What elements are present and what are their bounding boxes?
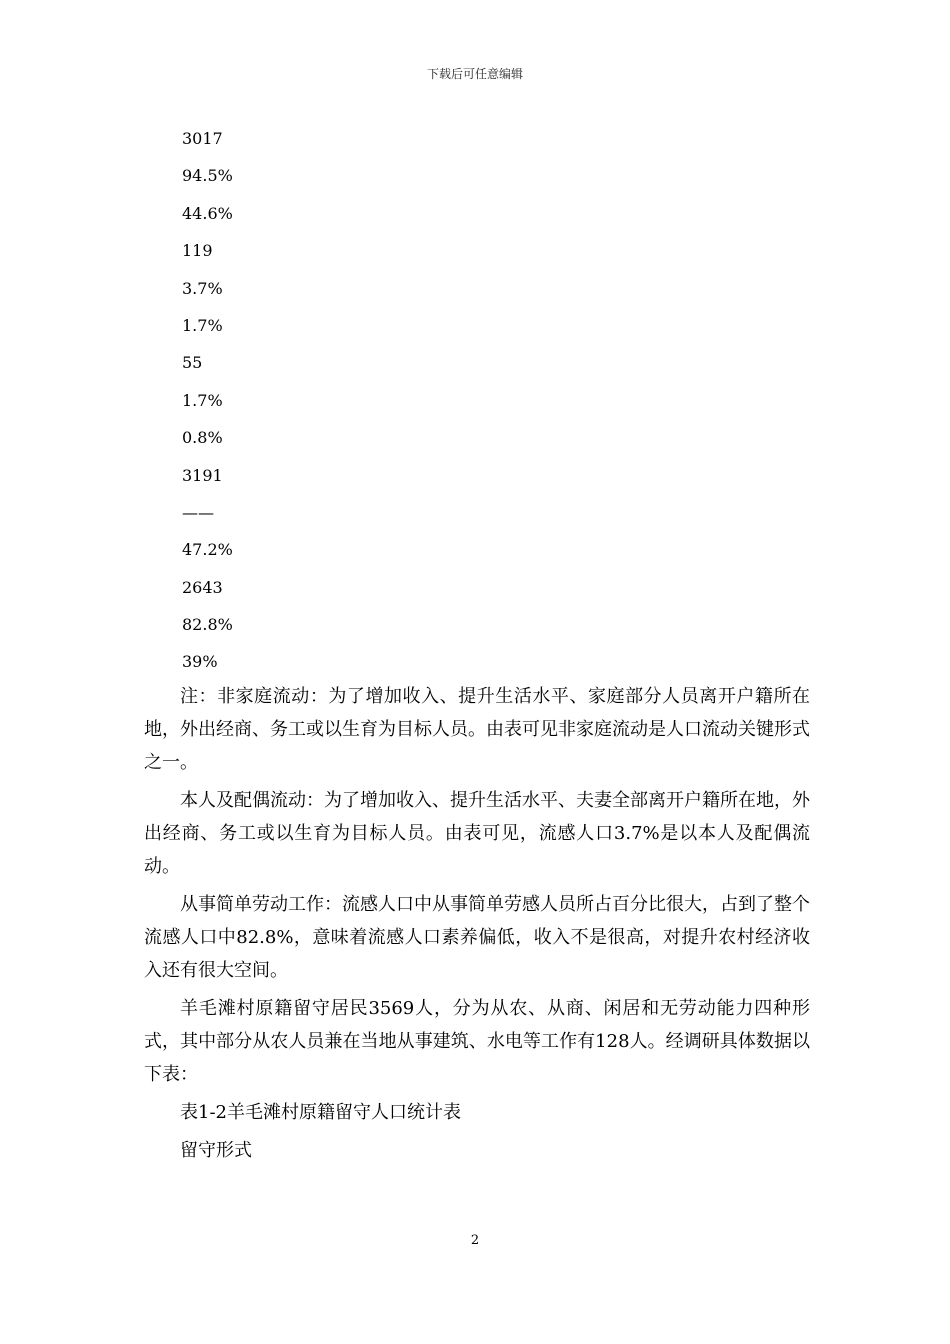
table-value: 94.5% [182, 166, 233, 186]
page-header: 下载后可任意编辑 [426, 67, 523, 81]
table-value: 1.7% [182, 390, 223, 410]
table-value: 55 [182, 353, 203, 373]
table-value: 39% [182, 652, 218, 672]
note-paragraph: 注：非家庭流动：为了增加收入、提升生活水平、家庭部分人员离开户籍所在地，外出经商、务工或以生育为目标人员。由表可见非家庭流动是人口流动关键形式之一。 [144, 686, 810, 773]
table-value: 47.2% [182, 540, 233, 560]
table-values-list [182, 128, 233, 689]
table-value: 82.8% [182, 615, 233, 635]
resident-paragraph: 羊毛滩村原籍留守居民3569人，分为从农、从商、闲居和无劳动能力四种形式，其中部分从农人员兼在当地从事建筑、水电等工作有128人。经调研具体数据以下表： [144, 998, 810, 1085]
table-header-cell: 留守形式 [180, 1140, 252, 1161]
table-value: 0.8% [182, 428, 223, 448]
table-value: 1.7% [182, 315, 223, 335]
table-value: 3.7% [182, 278, 223, 298]
table-value: 2643 [182, 577, 223, 597]
table-value: 44.6% [182, 203, 233, 223]
spouse-flow-paragraph: 本人及配偶流动：为了增加收入、提升生活水平、夫妻全部离开户籍所在地，外出经商、务工或以生育为目标人员。由表可见，流感人口3.7%是以本人及配偶流动。 [144, 790, 810, 877]
body-text [144, 680, 810, 1172]
table-value: —— [182, 502, 214, 522]
table-caption: 表1-2羊毛滩村原籍留守人口统计表 [180, 1102, 461, 1123]
table-value: 119 [182, 241, 213, 261]
table-value: 3191 [182, 465, 223, 485]
simple-labor-paragraph: 从事简单劳动工作：流感人口中从事简单劳感人员所占百分比很大，占到了整个流感人口中82.8%，意味着流感人口素养偏低，收入不是很高，对提升农村经济收入还有很大空间。 [144, 894, 810, 981]
page-number: 2 [470, 1233, 480, 1248]
table-value: 3017 [182, 129, 223, 148]
